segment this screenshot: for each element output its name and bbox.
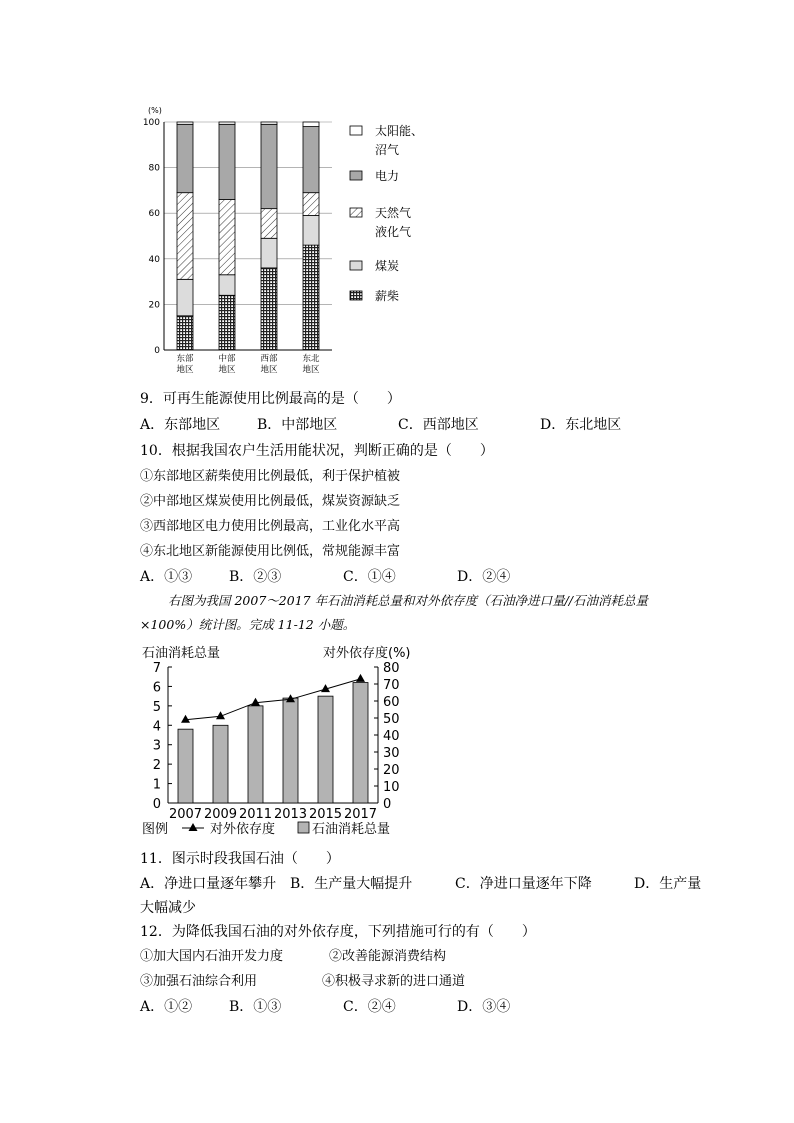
chart2-consumption-bar — [213, 725, 228, 803]
q10-stem: 10．根据我国农户生活用能状况，判断正确的是（ ） — [140, 443, 494, 459]
chart2-x-tick: 2009 — [203, 807, 238, 822]
q10-option-b: B．②③ — [229, 569, 282, 585]
chart2-legend-prefix: 图例 — [142, 822, 169, 837]
chart1-legend-label: 沼气 — [375, 143, 400, 157]
chart2-x-tick: 2013 — [273, 807, 308, 822]
chart2-left-tick: 6 — [152, 680, 161, 696]
chart1-bar-segment — [303, 127, 319, 193]
chart1-bar-segment — [219, 275, 235, 296]
chart1-bar-segment — [303, 122, 319, 127]
chart1-legend-label: 太阳能、 — [375, 124, 424, 138]
chart1-bar-segment — [177, 122, 193, 124]
chart1-x-tick: 西部 — [260, 354, 278, 364]
q12-option-c: C．②④ — [343, 999, 396, 1015]
chart1-legend-label: 电力 — [375, 169, 400, 183]
chart2-left-tick: 1 — [152, 777, 161, 793]
chart2-right-tick: 60 — [383, 695, 400, 710]
q11-option-d-cont: 大幅减少 — [140, 900, 196, 916]
q12-option-b: B．①③ — [229, 999, 282, 1015]
chart2-legend-line-label: 对外依存度 — [210, 822, 276, 837]
q9-option-b: B．中部地区 — [257, 417, 338, 433]
q10-statement-1: ①东部地区薪柴使用比例最低，利于保护植被 — [140, 469, 401, 484]
chart2-legend-bar-swatch — [298, 822, 309, 833]
chart2-right-tick: 0 — [383, 797, 392, 812]
q12-statement-2: ②改善能源消费结构 — [329, 949, 447, 964]
chart2-x-tick: 2015 — [308, 807, 343, 822]
q9-stem: 9．可再生能源使用比例最高的是（ ） — [140, 391, 401, 407]
chart2-right-tick: 80 — [383, 661, 400, 676]
chart2-right-tick: 50 — [383, 712, 400, 727]
chart2-consumption-bar — [248, 706, 263, 803]
chart2-left-axis-label: 石油消耗总量 — [142, 646, 221, 661]
oil-dependency-chart — [130, 640, 430, 845]
chart2-right-axis-label: 对外依存度(%) — [323, 646, 411, 661]
intro-line-2: ×100%）统计图。完成 11-12 小题。 — [140, 617, 356, 632]
chart1-legend-swatch — [350, 291, 362, 300]
chart2-consumption-bar — [353, 683, 368, 803]
chart1-legend-label: 天然气 — [375, 206, 412, 220]
q12-stem: 12．为降低我国石油的对外依存度，下列措施可行的有（ ） — [140, 924, 536, 940]
q10-statement-3: ③西部地区电力使用比例最高，工业化水平高 — [140, 519, 401, 534]
chart2-consumption-bar — [178, 729, 193, 803]
q9-option-a: A．东部地区 — [140, 417, 221, 433]
chart2-left-tick: 3 — [152, 738, 161, 754]
chart2-right-tick: 70 — [383, 678, 400, 693]
chart2-dependency-line — [186, 679, 361, 720]
chart1-legend-swatch — [350, 261, 362, 270]
q11-option-c: C．净进口量逐年下降 — [455, 876, 592, 892]
q10-statement-2: ②中部地区煤炭使用比例最低，煤炭资源缺乏 — [140, 494, 401, 509]
chart1-x-tick: 地区 — [302, 365, 320, 375]
chart1-bar-segment — [177, 279, 193, 315]
chart1-bar-segment — [261, 124, 277, 208]
chart2-x-tick: 2007 — [168, 807, 203, 822]
q12-statement-3: ③加强石油综合利用 — [140, 974, 258, 989]
chart2-x-tick: 2011 — [238, 807, 273, 822]
chart1-legend-swatch — [350, 126, 362, 135]
chart2-dependency-point — [356, 674, 365, 682]
chart1-y-tick: 0 — [154, 346, 160, 356]
chart1-x-tick: 东北 — [302, 354, 320, 364]
chart1-bar-segment — [177, 316, 193, 350]
chart2-legend-marker — [189, 823, 198, 831]
q12-option-d: D．③④ — [457, 999, 511, 1015]
q11-option-d: D．生产量 — [634, 876, 702, 892]
chart1-bar-segment — [261, 238, 277, 268]
chart1-y-unit: (%) — [148, 106, 162, 115]
q11-option-b: B．生产量大幅提升 — [290, 876, 413, 892]
chart1-x-tick: 地区 — [218, 365, 236, 375]
chart1-legend-swatch — [350, 171, 362, 180]
chart2-consumption-bar — [318, 696, 333, 803]
chart1-bar-segment — [177, 193, 193, 280]
chart1-x-tick: 中部 — [218, 354, 236, 364]
chart2-left-tick: 0 — [152, 797, 161, 812]
chart1-bar-segment — [261, 122, 277, 124]
chart1-bar-segment — [219, 122, 235, 124]
chart1-bar-segment — [261, 209, 277, 239]
chart1-bar-segment — [303, 245, 319, 350]
chart1-bar-segment — [303, 193, 319, 216]
chart2-right-tick: 10 — [383, 780, 400, 795]
chart1-x-tick: 地区 — [260, 365, 278, 375]
chart1-y-tick: 40 — [148, 254, 160, 265]
chart2-legend-bar-label: 石油消耗总量 — [312, 822, 391, 837]
chart1-legend-label: 煤炭 — [375, 259, 400, 273]
chart2-dependency-point — [251, 698, 260, 706]
chart1-x-tick: 地区 — [176, 365, 194, 375]
q11-option-a: A．净进口量逐年攀升 — [140, 876, 277, 892]
q12-statement-1: ①加大国内石油开发力度 — [140, 949, 284, 964]
chart2-left-tick: 7 — [152, 661, 161, 676]
q11-stem: 11．图示时段我国石油（ ） — [140, 851, 340, 867]
chart1-x-tick: 东部 — [176, 354, 194, 364]
chart1-y-tick: 100 — [142, 118, 160, 128]
chart2-right-tick: 20 — [383, 763, 400, 778]
chart2-left-tick: 4 — [152, 719, 161, 735]
q9-option-c: C．西部地区 — [398, 417, 479, 433]
q12-statement-4: ④积极寻求新的进口通道 — [322, 974, 466, 989]
q12-option-a: A．①② — [140, 999, 193, 1015]
q10-option-c: C．①④ — [343, 569, 396, 585]
chart1-bar-segment — [219, 200, 235, 275]
chart1-y-tick: 60 — [148, 209, 160, 220]
q10-option-a: A．①③ — [140, 569, 193, 585]
q10-option-d: D．②④ — [457, 569, 511, 585]
chart2-dependency-point — [181, 715, 190, 723]
chart1-y-tick: 20 — [148, 300, 160, 311]
q9-option-d: D．东北地区 — [540, 417, 622, 433]
chart2-left-tick: 2 — [152, 758, 161, 774]
chart2-x-tick: 2017 — [343, 807, 378, 822]
chart2-right-tick: 30 — [383, 746, 400, 761]
q10-statement-4: ④东北地区新能源使用比例低，常规能源丰富 — [140, 544, 401, 559]
chart1-bar-segment — [219, 124, 235, 199]
chart1-bar-segment — [261, 268, 277, 350]
chart1-bar-segment — [177, 124, 193, 192]
intro-line-1: 右图为我国 2007～2017 年石油消耗总量和对外依存度（石油净进口量//石油消耗总量 — [168, 593, 648, 608]
chart1-bar-segment — [219, 295, 235, 350]
chart1-bar-segment — [303, 215, 319, 245]
chart2-left-tick: 5 — [152, 699, 161, 715]
chart2-right-tick: 40 — [383, 729, 400, 744]
chart1-legend-swatch — [350, 208, 362, 217]
chart1-y-tick: 80 — [148, 163, 160, 174]
energy-structure-chart — [140, 100, 440, 380]
chart2-consumption-bar — [283, 698, 298, 803]
chart1-legend-label: 液化气 — [375, 225, 412, 239]
chart1-legend-label: 薪柴 — [375, 289, 400, 303]
